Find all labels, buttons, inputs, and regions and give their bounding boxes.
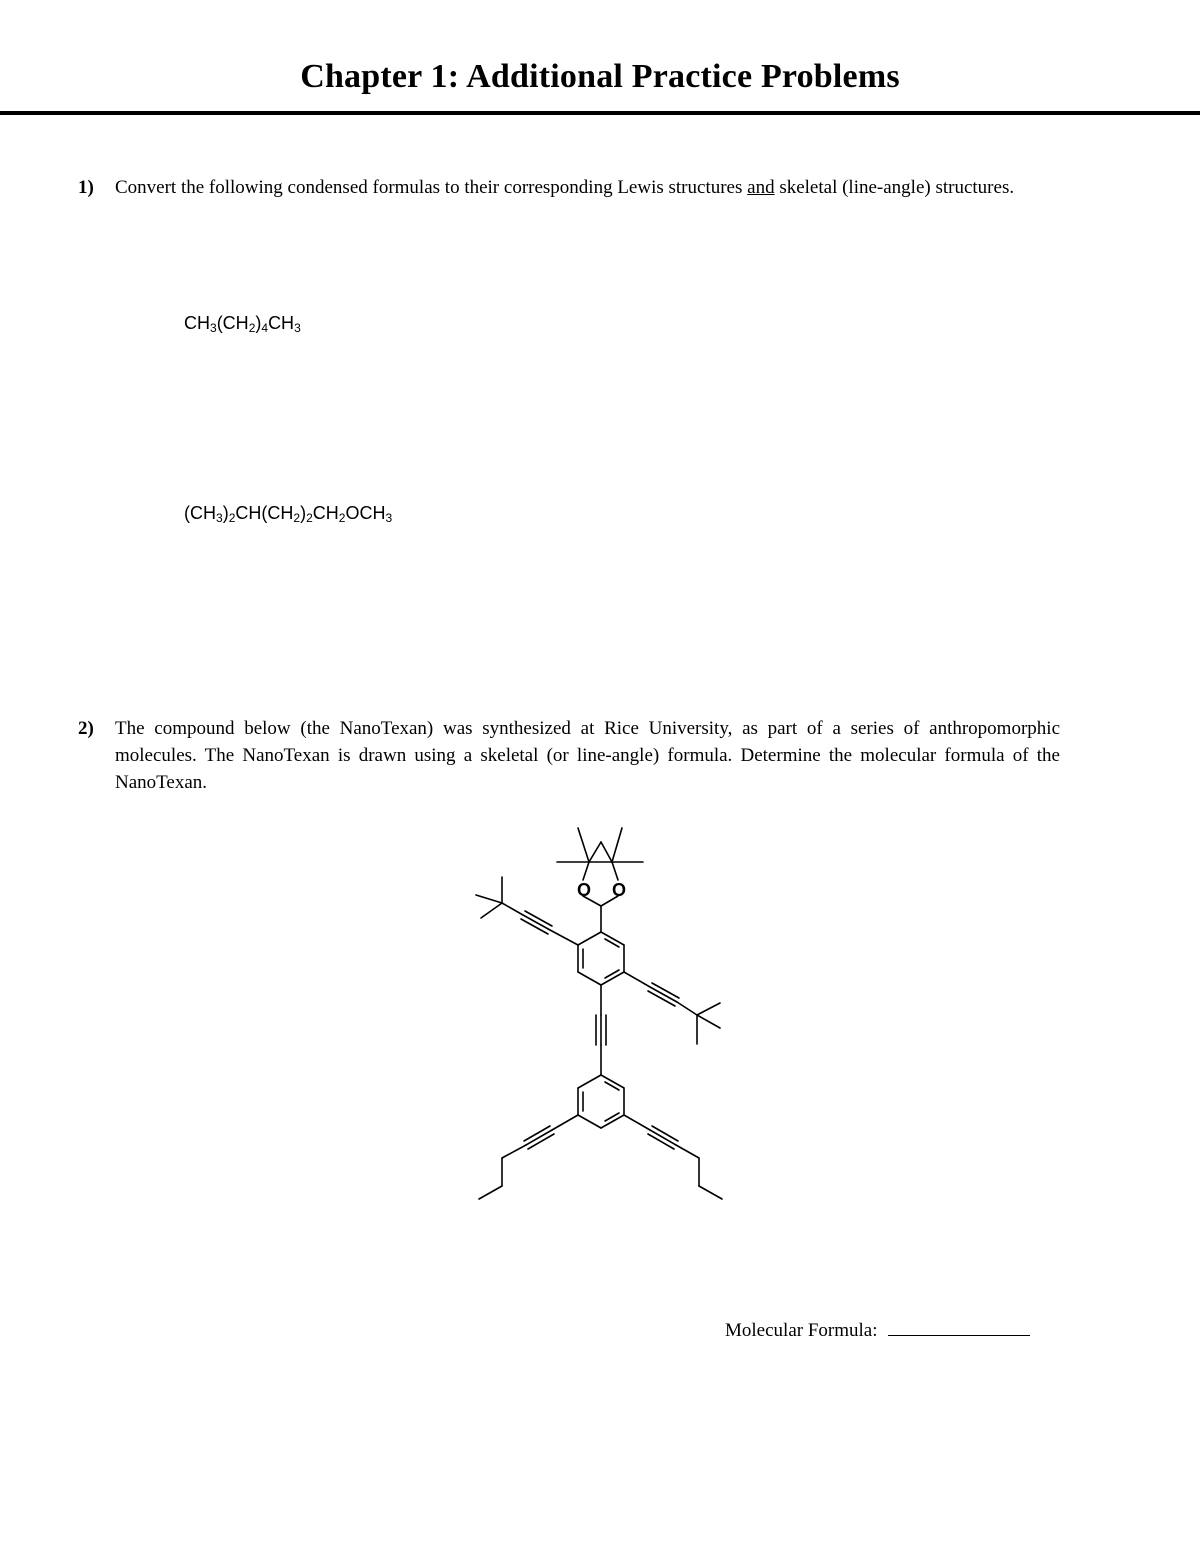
formula-b-sub: 3 (216, 511, 223, 525)
oxygen-label-right: O (612, 880, 627, 900)
formula-a-sub: 3 (294, 321, 301, 335)
molecular-formula-answer (725, 1317, 1030, 1342)
formula-a-part: CH (184, 313, 210, 333)
right-arm-tbutyl-alkyne (624, 972, 720, 1044)
formula-b-sub: 2 (338, 511, 346, 525)
left-arm-tbutyl-alkyne (476, 877, 578, 945)
problem-1-text-after: skeletal (line-angle) structures. (774, 177, 1015, 198)
formula-a-part: (CH (216, 313, 249, 333)
formula-b-part: OCH (345, 503, 386, 523)
problem-1 (78, 174, 1060, 201)
formula-b-sub: 2 (293, 511, 301, 525)
formula-a-sub: 3 (210, 321, 217, 335)
problem-1-number: 1) (78, 177, 94, 198)
upper-benzene-ring (578, 932, 624, 985)
head-dioxolane (557, 828, 643, 932)
formula-b-sub: 2 (306, 511, 313, 525)
formula-b-part: (CH (184, 503, 216, 523)
formula-b-sub: 3 (385, 511, 393, 525)
formula-a-sub: 2 (248, 321, 256, 335)
problem-1-text (115, 174, 1060, 201)
condensed-formula-a (184, 313, 301, 335)
lower-benzene-ring (578, 1075, 624, 1128)
problem-1-text-before: Convert the following condensed formulas to their corresponding Lewis structures (115, 177, 748, 198)
page-title: Chapter 1: Additional Practice Problems (300, 58, 900, 95)
title-rule (0, 111, 1200, 115)
left-leg-alkyne (479, 1115, 578, 1199)
formula-b-part: CH(CH (235, 503, 294, 523)
formula-b-part: ) (222, 503, 229, 523)
formula-a-part: ) (255, 313, 262, 333)
problem-2 (78, 715, 1060, 796)
problem-2-text: The compound below (the NanoTexan) was synthesized at Rice University, as part of a series of anthropomorphic molecules. The NanoTexan is drawn using a skeletal (or line-angle) formula. Determine the molecular formula of the NanoTexan. (115, 718, 1060, 793)
formula-b-part: ) (300, 503, 307, 523)
formula-a-sub: 4 (261, 321, 269, 335)
formula-a-part: CH (268, 313, 295, 333)
nanotexan-structure (440, 815, 760, 1215)
body-alkyne (596, 985, 606, 1075)
formula-b-part: CH (312, 503, 339, 523)
right-leg-alkyne (624, 1115, 722, 1199)
problem-2-number: 2) (78, 718, 94, 739)
oxygen-label-left: O (577, 880, 592, 900)
problem-1-underlined-word: and (747, 177, 775, 198)
condensed-formula-b (184, 503, 392, 525)
formula-b-sub: 2 (228, 511, 236, 525)
molecular-formula-label: Molecular Formula: (725, 1320, 878, 1341)
molecular-formula-blank[interactable] (888, 1317, 1030, 1336)
